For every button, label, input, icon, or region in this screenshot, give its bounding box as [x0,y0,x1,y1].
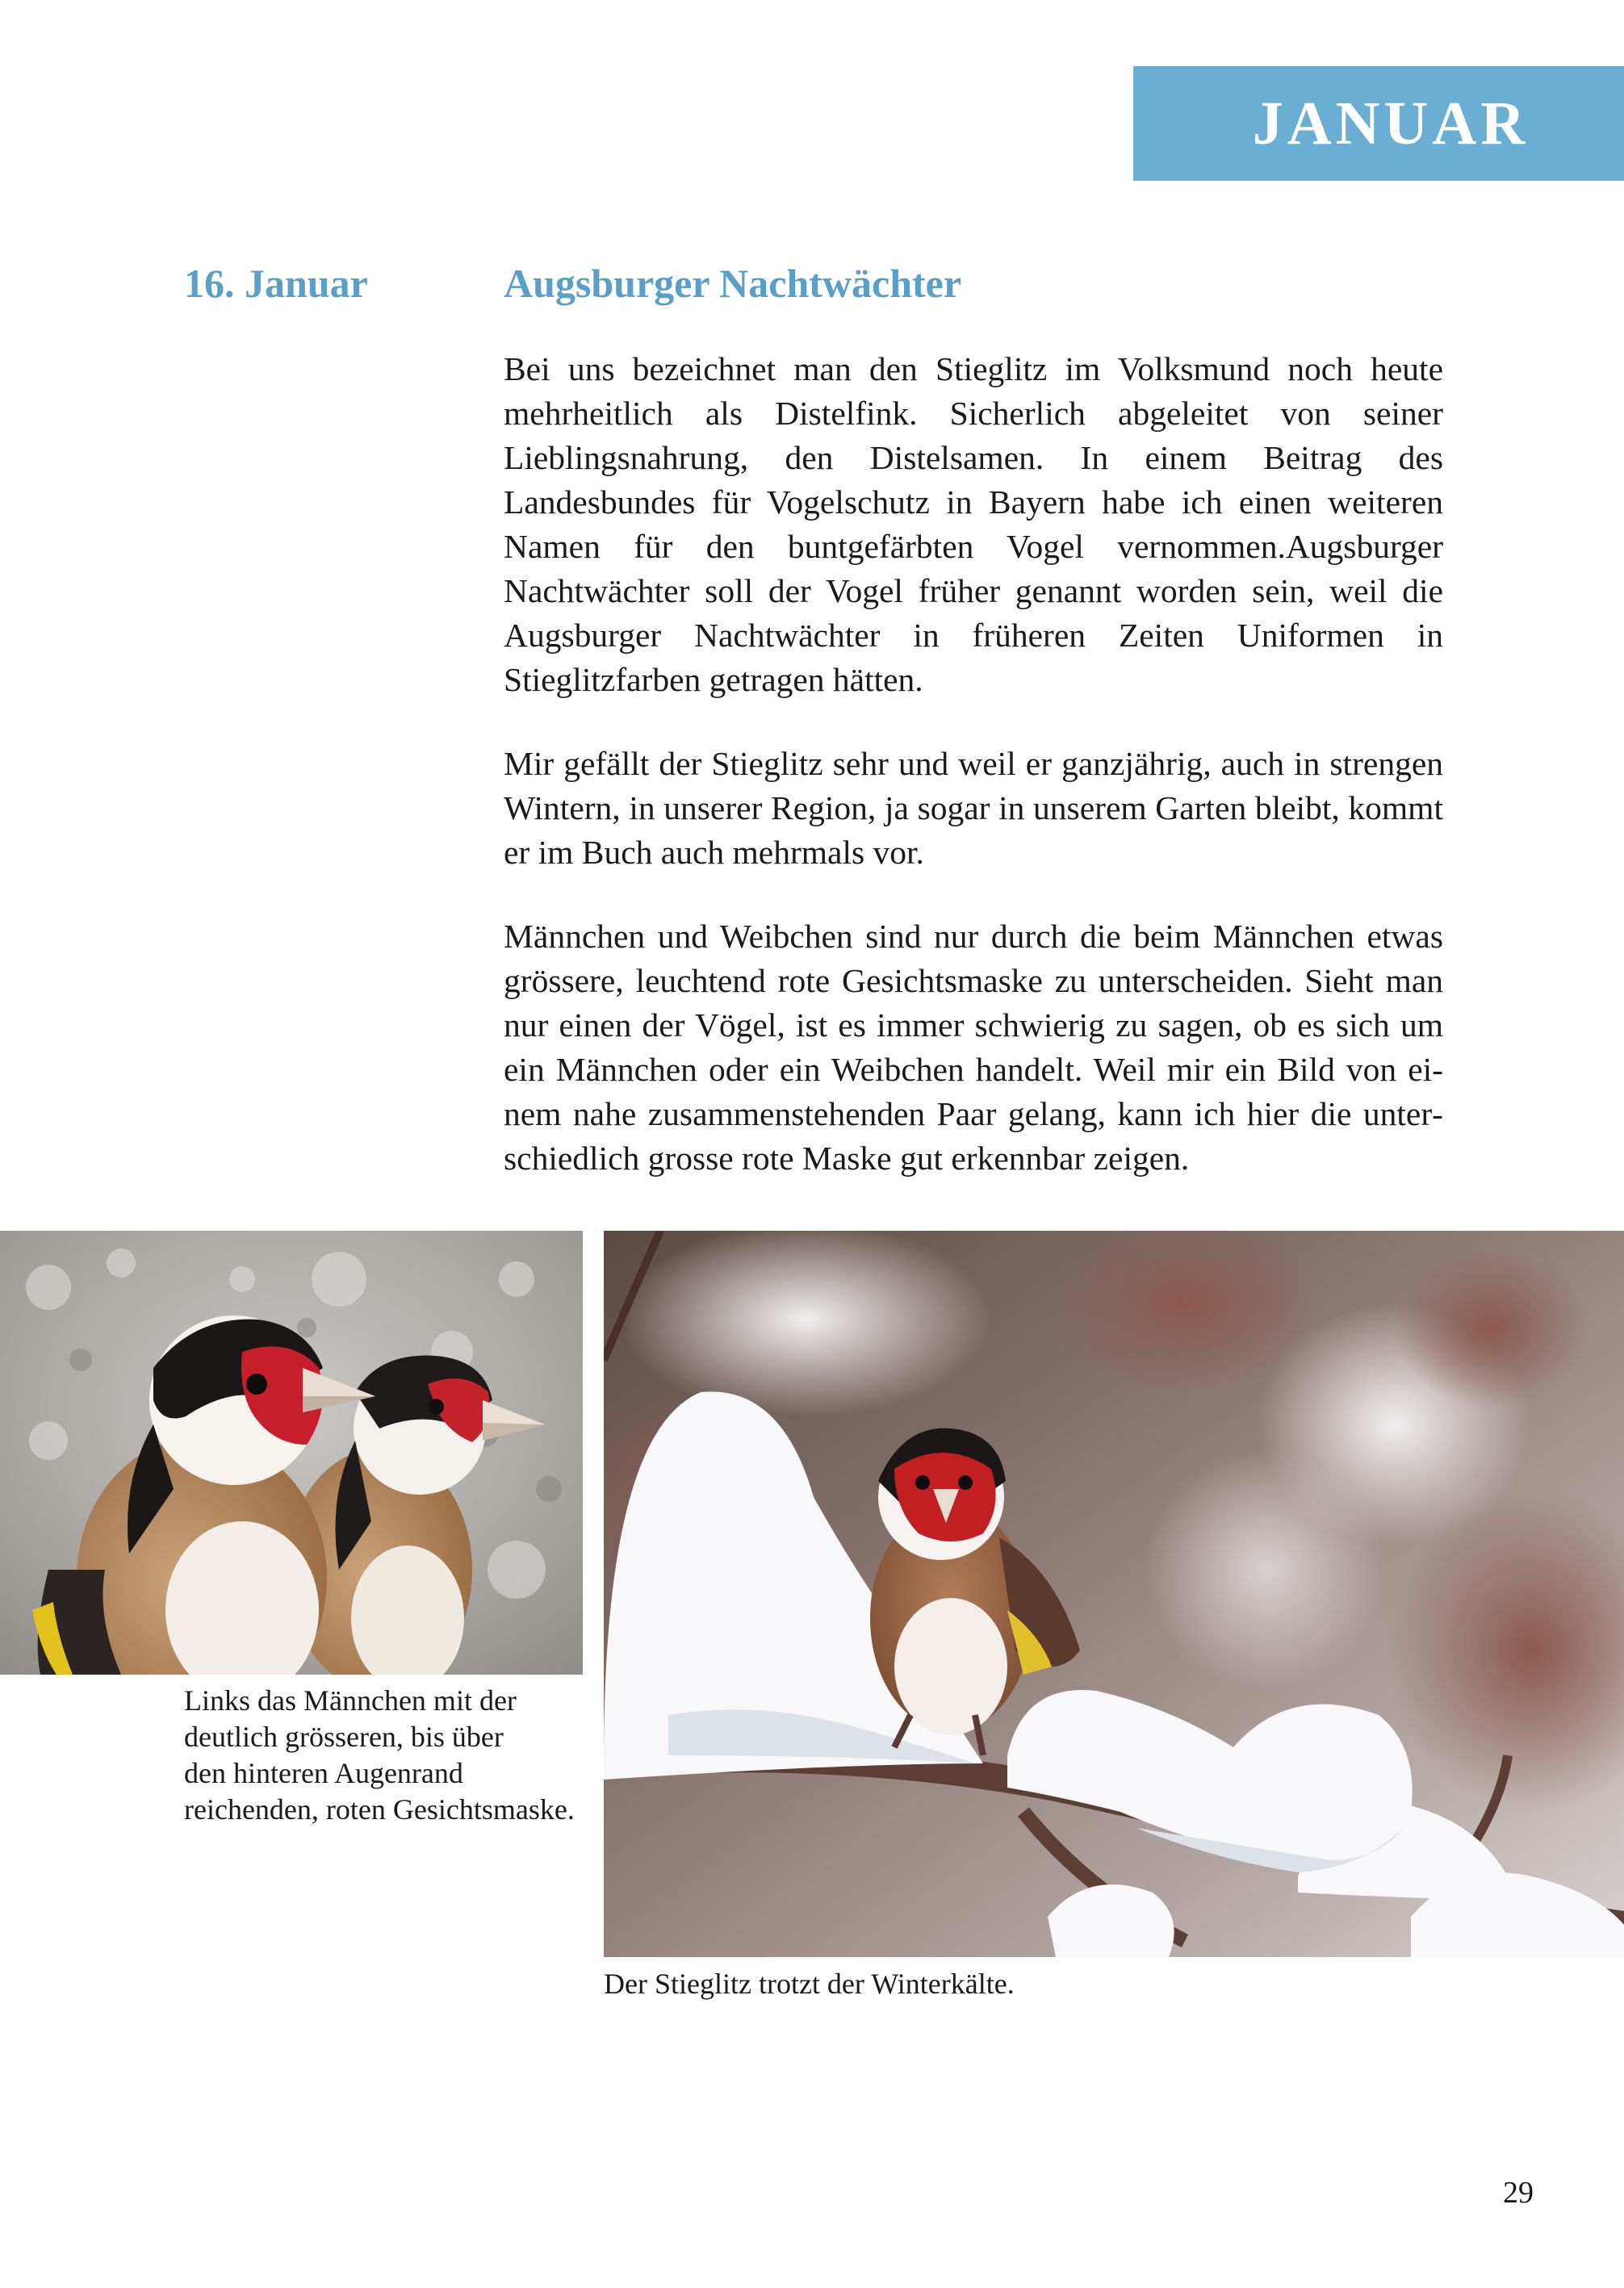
body-text [504,347,1443,1220]
caption-line: den hinteren Augenrand [184,1757,463,1789]
entry-date: 16. Januar [184,261,368,306]
caption-line: Links das Männchen mit der [184,1684,517,1717]
caption-line: deutlich grösseren, bis über [184,1721,504,1753]
goldfinch-snow-photo [604,1231,1624,1957]
caption-line: reichenden, roten Gesichtsmaske. [184,1793,575,1826]
page-number: 29 [1503,2176,1534,2210]
paragraph-2: Mir gefällt der Stieglitz sehr und weil er ganzjährig, auch in strengen Wintern, in unserer Region, ja sogar in unserem Garten bleibt, kommt er im Buch auch mehrmals vor. [504,745,1443,871]
entry-title: Augsburger Nachtwächter [504,261,962,306]
goldfinch-pair-photo [0,1231,583,1675]
caption-pair [184,1683,588,1828]
paragraph-1: Bei uns bezeichnet man den Stieglitz im Volksmund noch heute mehrheitlich als Distelfink. Sicherlich abgeleitet von seiner Lieblingsnahrung, den Distelsamen. In einem Beitrag des Landesbundes für Vogelschutz in Bayern habe ich einen weiteren Namen für den buntgefärbten Vogel vernommen.Augsburger Nachtwächter soll der Vogel früher genannt worden sein, weil die Augsburger Nachtwächter in früheren Zeiten Uniformen in Stieglitzfarben getragen hätten. [504,350,1443,698]
paragraph-3: Männchen und Weibchen sind nur durch die beim Männchen etwas grössere, leuchtend rote Gesichtsmaske zu unterscheiden. Sieht man nur einen der Vögel, ist es immer schwierig zu sagen, ob es sich um ein Männchen oder ein Weibchen handelt. Weil mir ein Bild von einem nahe zusammenstehenden Paar gelang, kann ich hier die unterschiedlich grosse rote Maske gut erkennbar zeigen. [504,918,1443,1177]
month-title: JANUAR [1252,89,1530,157]
month-banner [1133,66,1624,181]
caption-snow: Der Stieglitz trotzt der Winterkälte. [604,1968,1015,2000]
